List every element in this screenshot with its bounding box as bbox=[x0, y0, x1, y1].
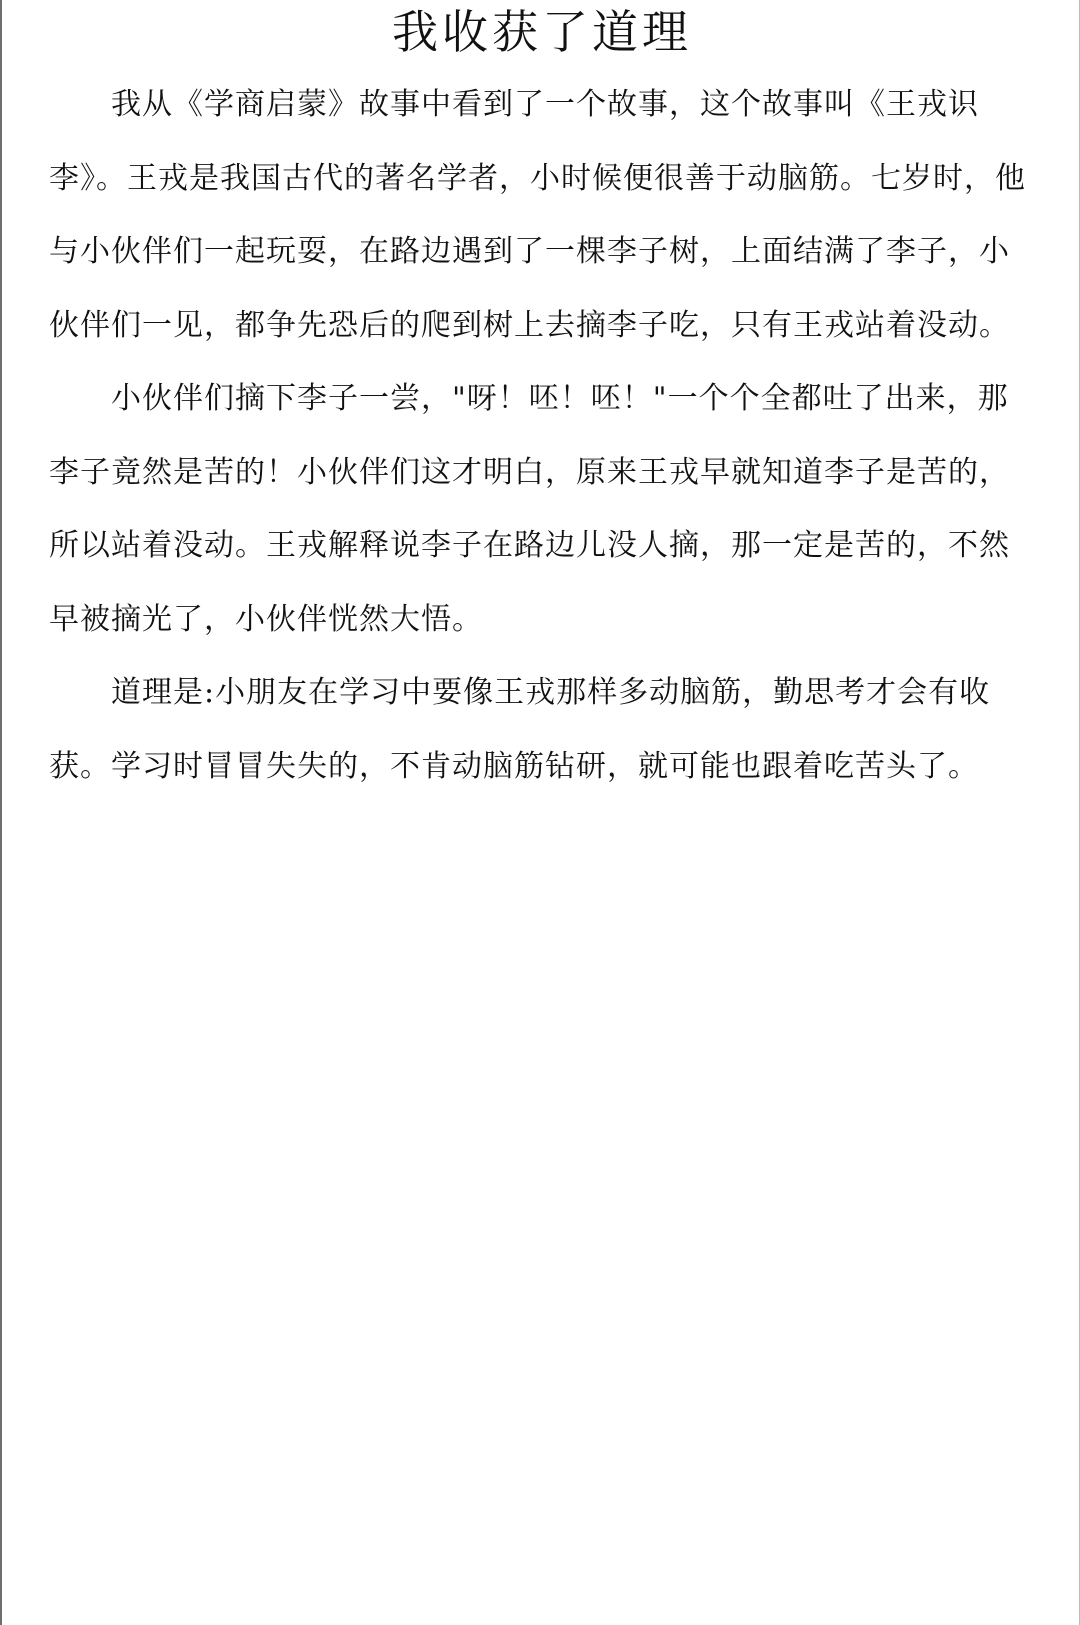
document-body bbox=[49, 68, 1034, 803]
paragraph-2: 小伙伴们摘下李子一尝，"呀！呸！呸！"一个个全都吐了出来，那李子竟然是苦的！小伙伴们这才明白，原来王戎早就知道李子是苦的，所以站着没动。王戎解释说李子在路边儿没人摘，那一定是苦的，不然早被摘光了，小伙伴恍然大悟。 bbox=[49, 381, 1010, 637]
paragraph-3: 道理是:小朋友在学习中要像王戎那样多动脑筋，勤思考才会有收获。学习时冒冒失失的，不肯动脑筋钻研，就可能也跟着吃苦头了。 bbox=[49, 675, 991, 784]
document-title: 我收获了道理 bbox=[392, 5, 692, 59]
paragraph-1: 我从《学商启蒙》故事中看到了一个故事，这个故事叫《王戎识李》。王戎是我国古代的著名学者，小时候便很善于动脑筋。七岁时，他与小伙伴们一起玩耍，在路边遇到了一棵李子树，上面结满了李子，小伙伴们一见，都争先恐后的爬到树上去摘李子吃，只有王戎站着没动。 bbox=[49, 87, 1026, 343]
